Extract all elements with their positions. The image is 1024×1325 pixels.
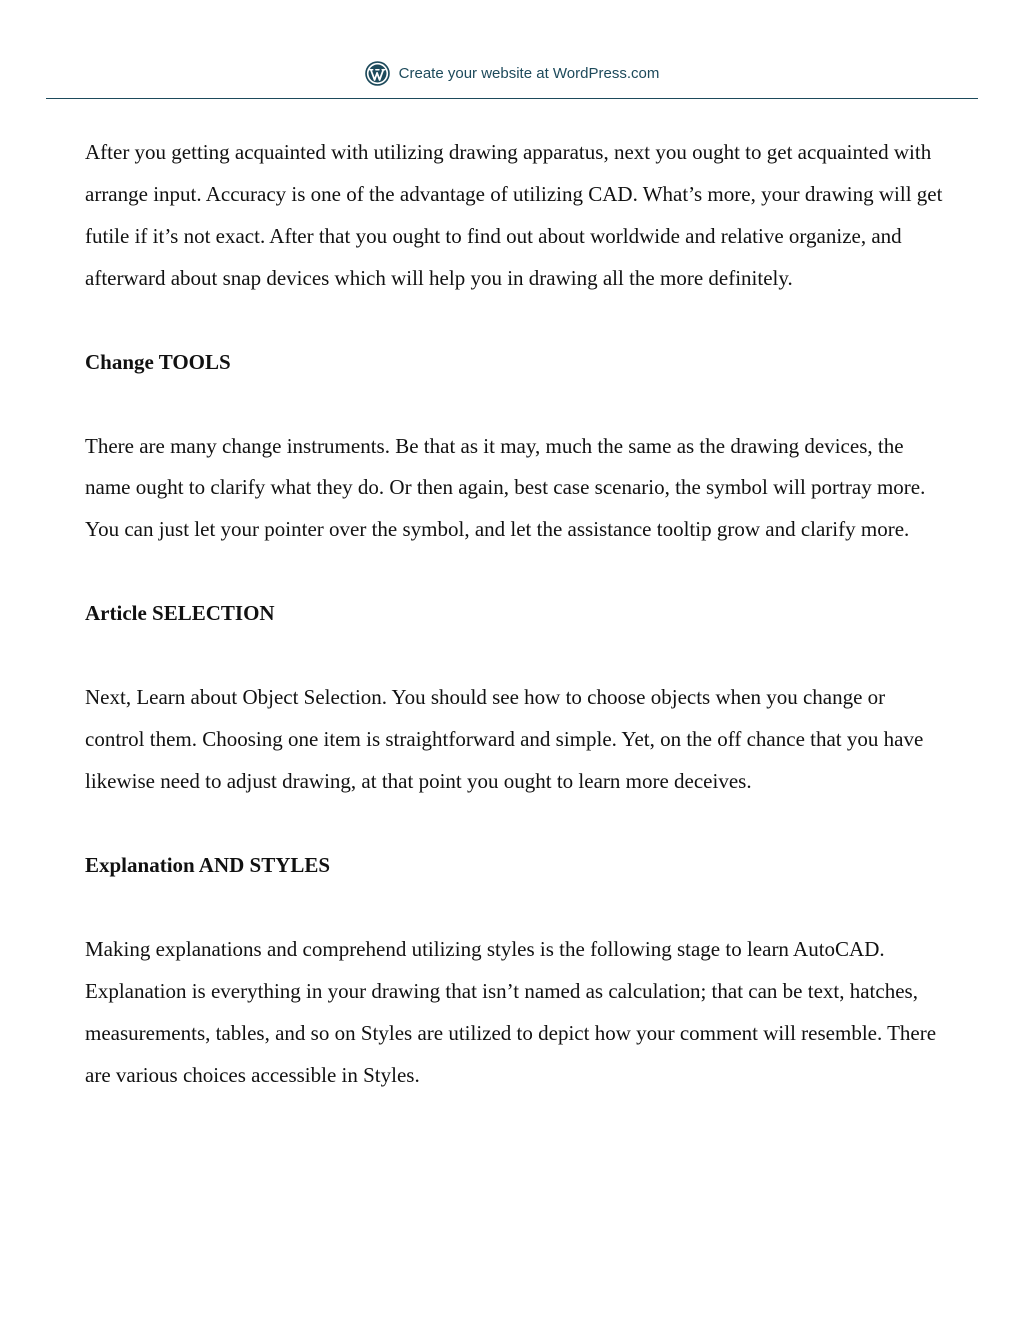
banner-text: Create your website at WordPress.com [398, 64, 660, 82]
wordpress-logo-icon [365, 61, 390, 86]
section-paragraph-change-tools: There are many change instruments. Be that as it may, much the same as the drawing devices, the name ought to clarify what they do. Or then again, best case scenario, the symbol will portray more. You can just let your pointer over the symbol, and let the assistance tooltip grow and clarify more. [85, 433, 926, 542]
intro-paragraph: After you getting acquainted with utilizing drawing apparatus, next you ought to get acquainted with arrange input. Accuracy is one of the advantage of utilizing CAD. What’s more, your drawing will get futile if it’s not exact. After that you ought to find out about worldwide and relative organize, and afterward about snap devices which will help you in drawing all the more definitely. [85, 140, 943, 290]
section-heading-explanation-and-styles: Explanation AND STYLES [85, 852, 331, 877]
section-paragraph-explanation-and-styles: Making explanations and comprehend utilizing styles is the following stage to learn AutoCAD. Explanation is everything in your drawing that isn’t named as calculation; that can be text, hatches, measurements, tables, and so on Styles are utilized to depict how your comment will resemble. There are various choices accessible in Styles. [85, 936, 937, 1087]
section-heading-article-selection: Article SELECTION [85, 601, 275, 626]
section-heading-change-tools: Change TOOLS [85, 349, 231, 374]
wordpress-banner-link[interactable] [0, 58, 1024, 88]
article-body [85, 132, 945, 1138]
header-divider [46, 98, 978, 99]
section-paragraph-article-selection: Next, Learn about Object Selection. You should see how to choose objects when you change or control them. Choosing one item is straightforward and simple. Yet, on the off chance that you have likewise need to adjust drawing, at that point you ought to learn more deceives. [85, 685, 924, 793]
